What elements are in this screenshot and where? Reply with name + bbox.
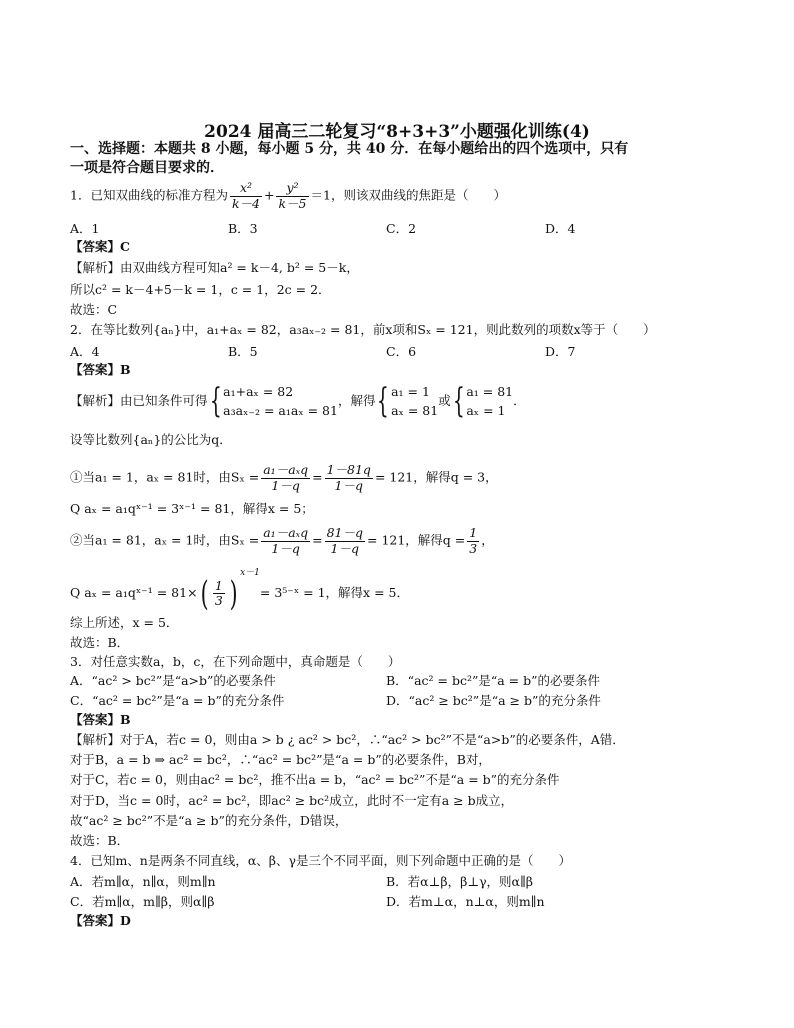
- q2-option-a: A．4: [70, 344, 100, 359]
- q2-option-d: D．7: [545, 344, 576, 359]
- q2-option-c: C．6: [386, 344, 417, 359]
- q3-option-d: D．“ac² ≥ bc²”是“a ≥ b”的充分条件: [386, 693, 601, 708]
- q4-option-d: D．若m⊥α，n⊥α，则m∥n: [386, 894, 545, 909]
- q2-stem: 2．在等比数列{aₙ}中，a₁+aₓ = 82，a₃aₓ₋₂ = 81，前x项和Sₓ = 121，则此数列的项数x等于（ ）: [70, 322, 656, 337]
- q2-conclusion: 故选：B．: [70, 635, 130, 650]
- q4-option-c: C．若m∥α，m∥β，则α∥β: [70, 894, 215, 909]
- q1-analysis-line2: 所以c² = k－4+5－k = 1，c = 1，2c = 2．: [70, 282, 331, 297]
- q3-option-b: B．“ac² = bc²”是“a = b”的必要条件: [386, 673, 601, 688]
- q1-option-b: B．3: [228, 221, 258, 236]
- q4-stem: 4．已知m、n是两条不同直线，α、β、γ是三个不同平面，则下列命题中正确的是（ ）: [70, 853, 571, 868]
- q2-case2-result: Q aₓ = a₁qˣ⁻¹ = 81×( $\frac{1}{3}$ )$^{x-1}$= 3⁵⁻ˣ = 1，解得x = 5．: [70, 568, 409, 614]
- section-heading-line1: 一、选择题：本题共 8 小题，每小题 5 分，共 40 分．在每小题给出的四个选项中，只有: [70, 141, 629, 157]
- q2-case2: ②当a₁ = 81，aₓ = 1时，由Sₓ = $\frac{\text{a₁－aₓq}}{1-q}$ = $\frac{81-q}{1-q}$ = 121，解得q = $\frac{1}{3}$ ，: [70, 525, 494, 556]
- q1-fraction-1: $\frac{\text{x²}}{k-4}$: [231, 180, 260, 211]
- q1-conclusion: 故选：C: [70, 302, 118, 317]
- q1-option-d: D．4: [545, 221, 576, 236]
- q3-stem: 3．对任意实数a，b，c，在下列命题中，真命题是（ ）: [70, 654, 401, 669]
- q4-answer: 【答案】D: [70, 913, 131, 928]
- q3-analysis-d: 对于D，当c = 0时，ac² = bc²，即ac² ≥ bc²成立，此时不一定有a ≥ b成立，: [70, 793, 514, 808]
- q4-option-a: A．若m∥α，n∥α，则m∥n: [70, 874, 216, 889]
- q1-fraction-2: $\frac{\text{y²}}{k-5}$: [278, 180, 307, 211]
- q3-answer: 【答案】B: [70, 712, 131, 727]
- q1-stem-suffix: ＝1，则该双曲线的焦距是（ ）: [310, 187, 506, 203]
- q3-analysis-d2: 故“ac² ≥ bc²”不是“a ≥ b”的充分条件，D错误，: [70, 813, 348, 828]
- q3-option-c: C．“ac² = bc²”是“a = b”的充分条件: [70, 693, 285, 708]
- q3-analysis-a: 【解析】对于A，若c = 0，则由a > b ¿ ac² > bc²，∴“ac² > bc²”不是“a>b”的必要条件，A错．: [70, 732, 625, 747]
- q1-stem: 1．已知双曲线的标准方程为 $\frac{\text{x²}}{k-4}$ + $\frac{\text{y²}}{k-5}$ ＝1，则该双曲线的焦距是（ ）: [70, 180, 506, 211]
- section-heading-line2: 一项是符合题目要求的．: [70, 160, 224, 176]
- q3-analysis-b: 对于B，a = b ⇒ ac² = bc²，∴“ac² = bc²”是“a = b”的必要条件，B对，: [70, 752, 491, 767]
- q2-ratio-line: 设等比数列{aₙ}的公比为q．: [70, 432, 232, 447]
- q1-answer: 【答案】C: [70, 239, 130, 254]
- q1-option-c: C．2: [386, 221, 417, 236]
- q2-analysis-system: 【解析】由已知条件可得{ a₁+aₓ = 82 a₃aₓ₋₂ = a₁aₓ = 81 ，解得{ a₁ = 1 aₓ = 81 或{ a₁ = 81 aₓ = 1 ．: [70, 381, 526, 422]
- q1-stem-prefix: 1．已知双曲线的标准方程为: [70, 187, 228, 203]
- q2-case1: ①当a₁ = 1，aₓ = 81时，由Sₓ = $\frac{\text{a₁－aₓq}}{1-q}$ = $\frac{1-81q}{1-q}$ = 121，解得q = 3，: [70, 462, 498, 493]
- q3-conclusion: 故选：B．: [70, 833, 130, 848]
- q3-option-a: A．“ac² > bc²”是“a>b”的必要条件: [70, 673, 276, 688]
- q4-option-b: B．若α⊥β，β⊥γ，则α∥β: [386, 874, 534, 889]
- q3-analysis-c: 对于C，若c = 0，则由ac² = bc²，推不出a = b，“ac² = bc²”不是“a = b”的充分条件: [70, 772, 560, 787]
- q2-case1-result: Q aₓ = a₁qˣ⁻¹ = 3ˣ⁻¹ = 81，解得x = 5；: [70, 501, 314, 516]
- q2-answer: 【答案】B: [70, 362, 131, 377]
- page-title: 2024 届高三二轮复习“8+3+3”小题强化训练(4): [204, 122, 590, 142]
- q2-option-b: B．5: [228, 344, 258, 359]
- q2-summary: 综上所述，x = 5．: [70, 615, 179, 630]
- q1-option-a: A．1: [70, 221, 100, 236]
- q1-analysis: 【解析】由双曲线方程可知a² = k－4, b² = 5－k，: [70, 260, 359, 275]
